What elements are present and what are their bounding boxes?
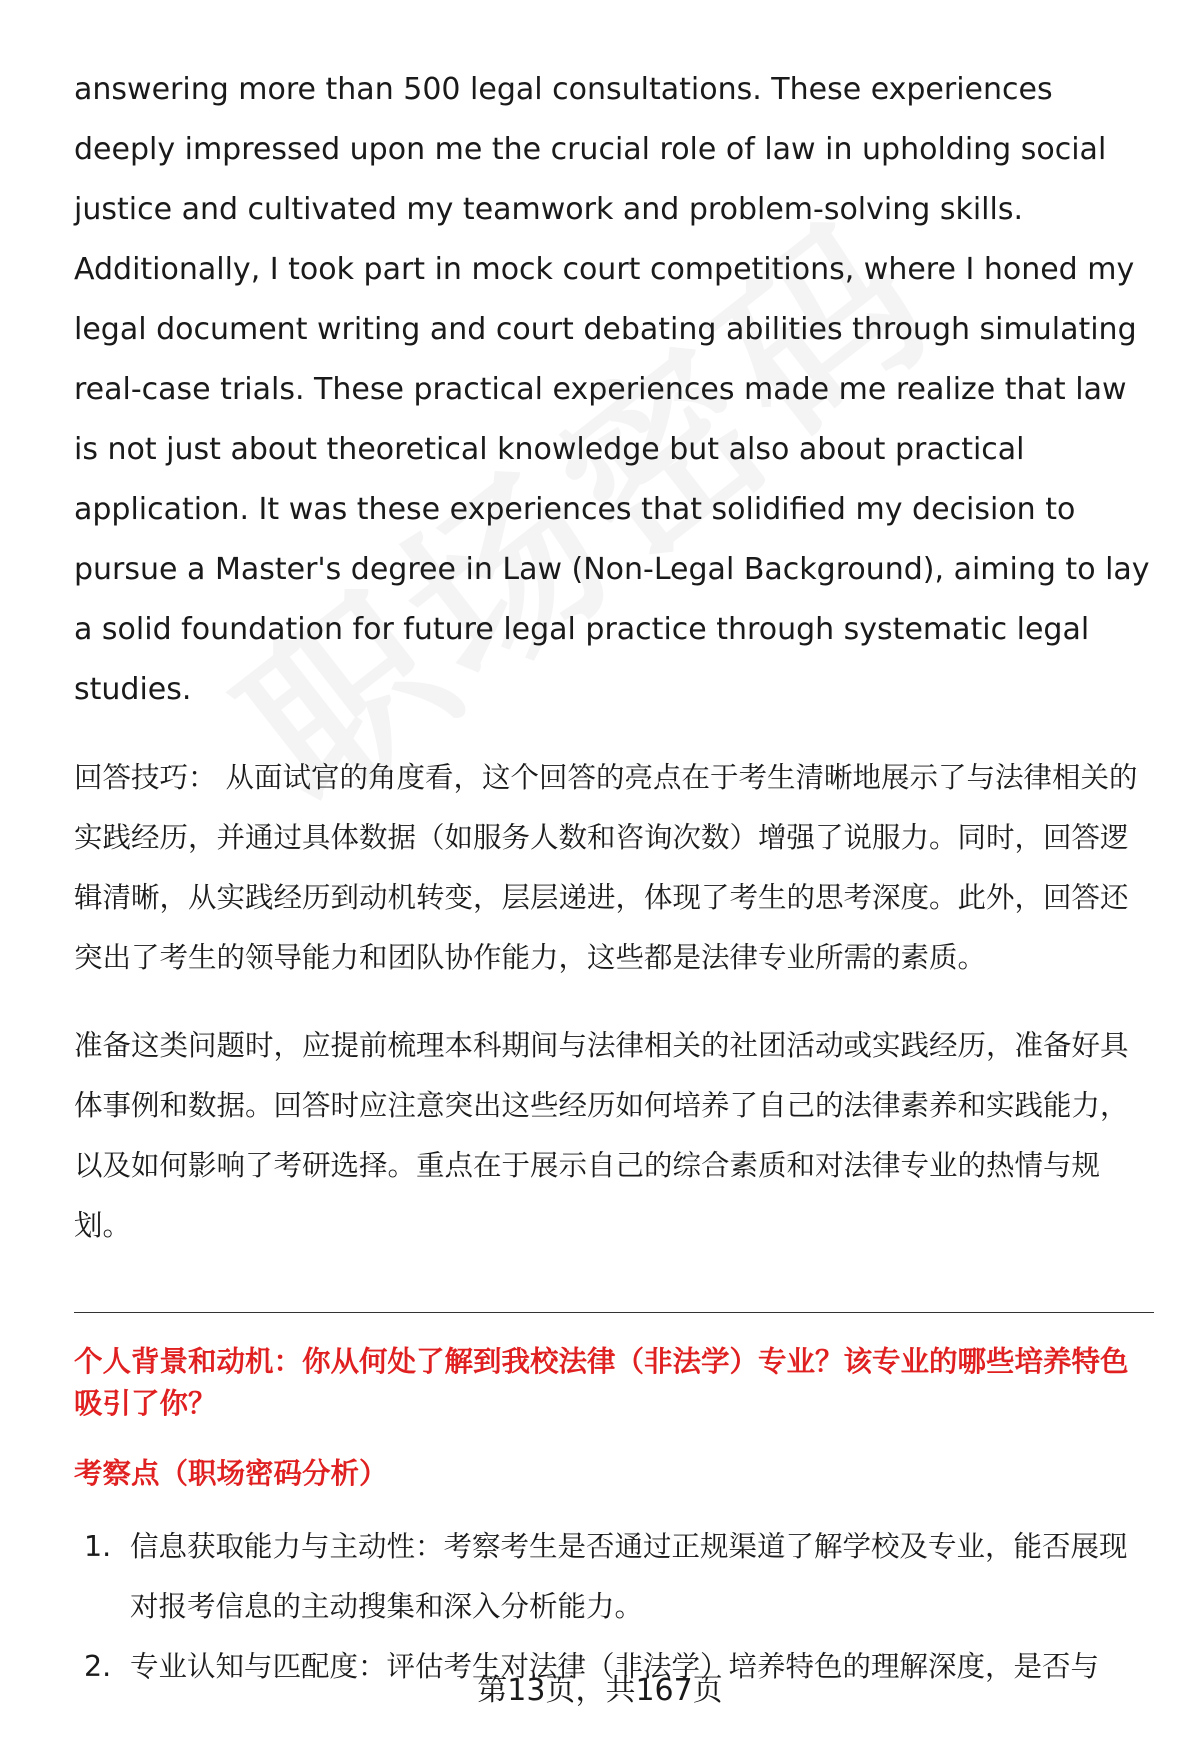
list-item-number: 1. (84, 1530, 112, 1563)
list-item (74, 1517, 1154, 1637)
section-divider (74, 1312, 1154, 1313)
page-footer: 第13页，共167页 (477, 1673, 723, 1708)
list-item-text: 专业认知与匹配度：评估考生对法律（非法学）培养特色的理解深度，是否与 (130, 1650, 1100, 1683)
answer-tip-paragraph: 回答技巧： 从面试官的角度看，这个回答的亮点在于考生清晰地展示了与法律相关的实践经历，并通过具体数据（如服务人数和咨询次数）增强了说服力。同时，回答逻辑清晰，从实践经历到动机转变，层层递进，体现了考生的思考深度。此外，回答还突出了考生的领导能力和团队协作能力，这些都是法律专业所需的素质。 (74, 761, 1138, 974)
answer-paragraph: answering more than 500 legal consultations. These experiences deeply impressed upon me the crucial role of law in upholding social justice and cultivated my teamwork and problem-solving skills. Additionally, I took part in mock court competitions, where I honed my legal document writing and court debating abilities through simulating real-case trials. These practical experiences made me realize that law is not just about theoretical knowledge but also about practical application. It was these experiences that solidified my decision to pursue a Master's degree in Law (Non-Legal Background), aiming to lay a solid foundation for future legal practice through systematic legal studies. (74, 72, 1150, 707)
question-heading: 个人背景和动机：你从何处了解到我校法律（非法学）专业？该专业的哪些培养特色吸引了你？ (74, 1345, 1129, 1420)
list-item-number: 2. (84, 1650, 112, 1683)
document-body (74, 60, 1154, 1697)
preparation-tip-paragraph: 准备这类问题时，应提前梳理本科期间与法律相关的社团活动或实践经历，准备好具体事例和数据。回答时应注意突出这些经历如何培养了自己的法律素养和实践能力，以及如何影响了考研选择。重点在于展示自己的综合素质和对法律专业的热情与规划。 (74, 1029, 1129, 1242)
list-item-text: 信息获取能力与主动性：考察考生是否通过正规渠道了解学校及专业，能否展现对报考信息的主动搜集和深入分析能力。 (130, 1530, 1128, 1623)
assessment-heading: 考察点（职场密码分析） (74, 1457, 388, 1490)
